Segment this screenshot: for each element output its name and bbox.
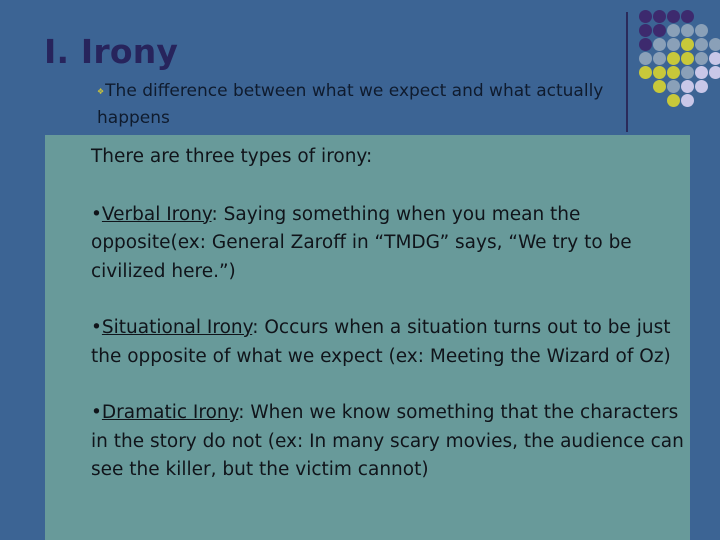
decorative-dot	[653, 80, 666, 93]
intro-text: There are three types of irony:	[91, 146, 373, 167]
decorative-dot	[681, 38, 694, 51]
content-body	[91, 143, 691, 485]
decorative-dot	[695, 66, 708, 79]
list-item-situational-irony	[91, 314, 691, 371]
decorative-dot	[681, 52, 694, 65]
decorative-dot	[653, 38, 666, 51]
diamond-bullet-icon: ❖	[97, 87, 105, 96]
decorative-dot	[653, 10, 666, 23]
subtitle-text: The difference between what we expect and what actually happens	[97, 81, 604, 128]
decorative-dot	[667, 38, 680, 51]
decorative-dot	[667, 10, 680, 23]
definition-verbal-irony: : Saying something when you mean the opposite(ex: General Zaroff in “TMDG” says, “We try to be civilized here.”)	[91, 203, 632, 282]
decorative-dot	[639, 52, 652, 65]
term-dramatic-irony: Dramatic Irony	[101, 402, 239, 423]
slide-title: I. Irony	[44, 32, 179, 71]
decorative-dot	[653, 24, 666, 37]
decorative-dot	[681, 80, 694, 93]
definition-dramatic-irony: : When we know something that the characters in the story do not (ex: In many scary movies, the audience can see the killer, but the victim cannot)	[91, 402, 684, 480]
decorative-dot	[709, 38, 720, 51]
decorative-dot	[667, 80, 680, 93]
decorative-dot	[681, 66, 694, 79]
decorative-dot	[667, 94, 680, 107]
decorative-dot	[639, 38, 652, 51]
bullet: •	[91, 317, 102, 338]
decorative-dot	[695, 24, 708, 37]
term-verbal-irony: Verbal Irony	[101, 203, 212, 225]
decorative-dot	[681, 24, 694, 37]
decorative-dot	[653, 52, 666, 65]
decorative-dot	[667, 52, 680, 65]
decorative-dot	[681, 10, 694, 23]
decorative-dot	[639, 66, 652, 79]
decorative-dot	[681, 94, 694, 107]
decorative-dot	[667, 24, 680, 37]
list-item-dramatic-irony	[91, 399, 691, 485]
list-item-verbal-irony	[91, 201, 691, 287]
decorative-dot	[709, 52, 720, 65]
bullet: •	[91, 203, 102, 225]
term-situational-irony: Situational Irony	[101, 317, 253, 338]
decorative-dot-grid	[639, 10, 719, 120]
slide-subtitle	[97, 78, 607, 132]
definition-situational-irony: : Occurs when a situation turns out to be just the opposite of what we expect (ex: Meeting the Wizard of Oz)	[91, 317, 671, 367]
decorative-dot	[653, 66, 666, 79]
decorative-dot	[695, 52, 708, 65]
decorative-dot	[639, 10, 652, 23]
decorative-dot	[667, 66, 680, 79]
decorative-dot	[639, 24, 652, 37]
vertical-divider	[626, 12, 628, 132]
bullet: •	[91, 402, 102, 423]
decorative-dot	[695, 38, 708, 51]
decorative-dot	[709, 66, 720, 79]
decorative-dot	[695, 80, 708, 93]
